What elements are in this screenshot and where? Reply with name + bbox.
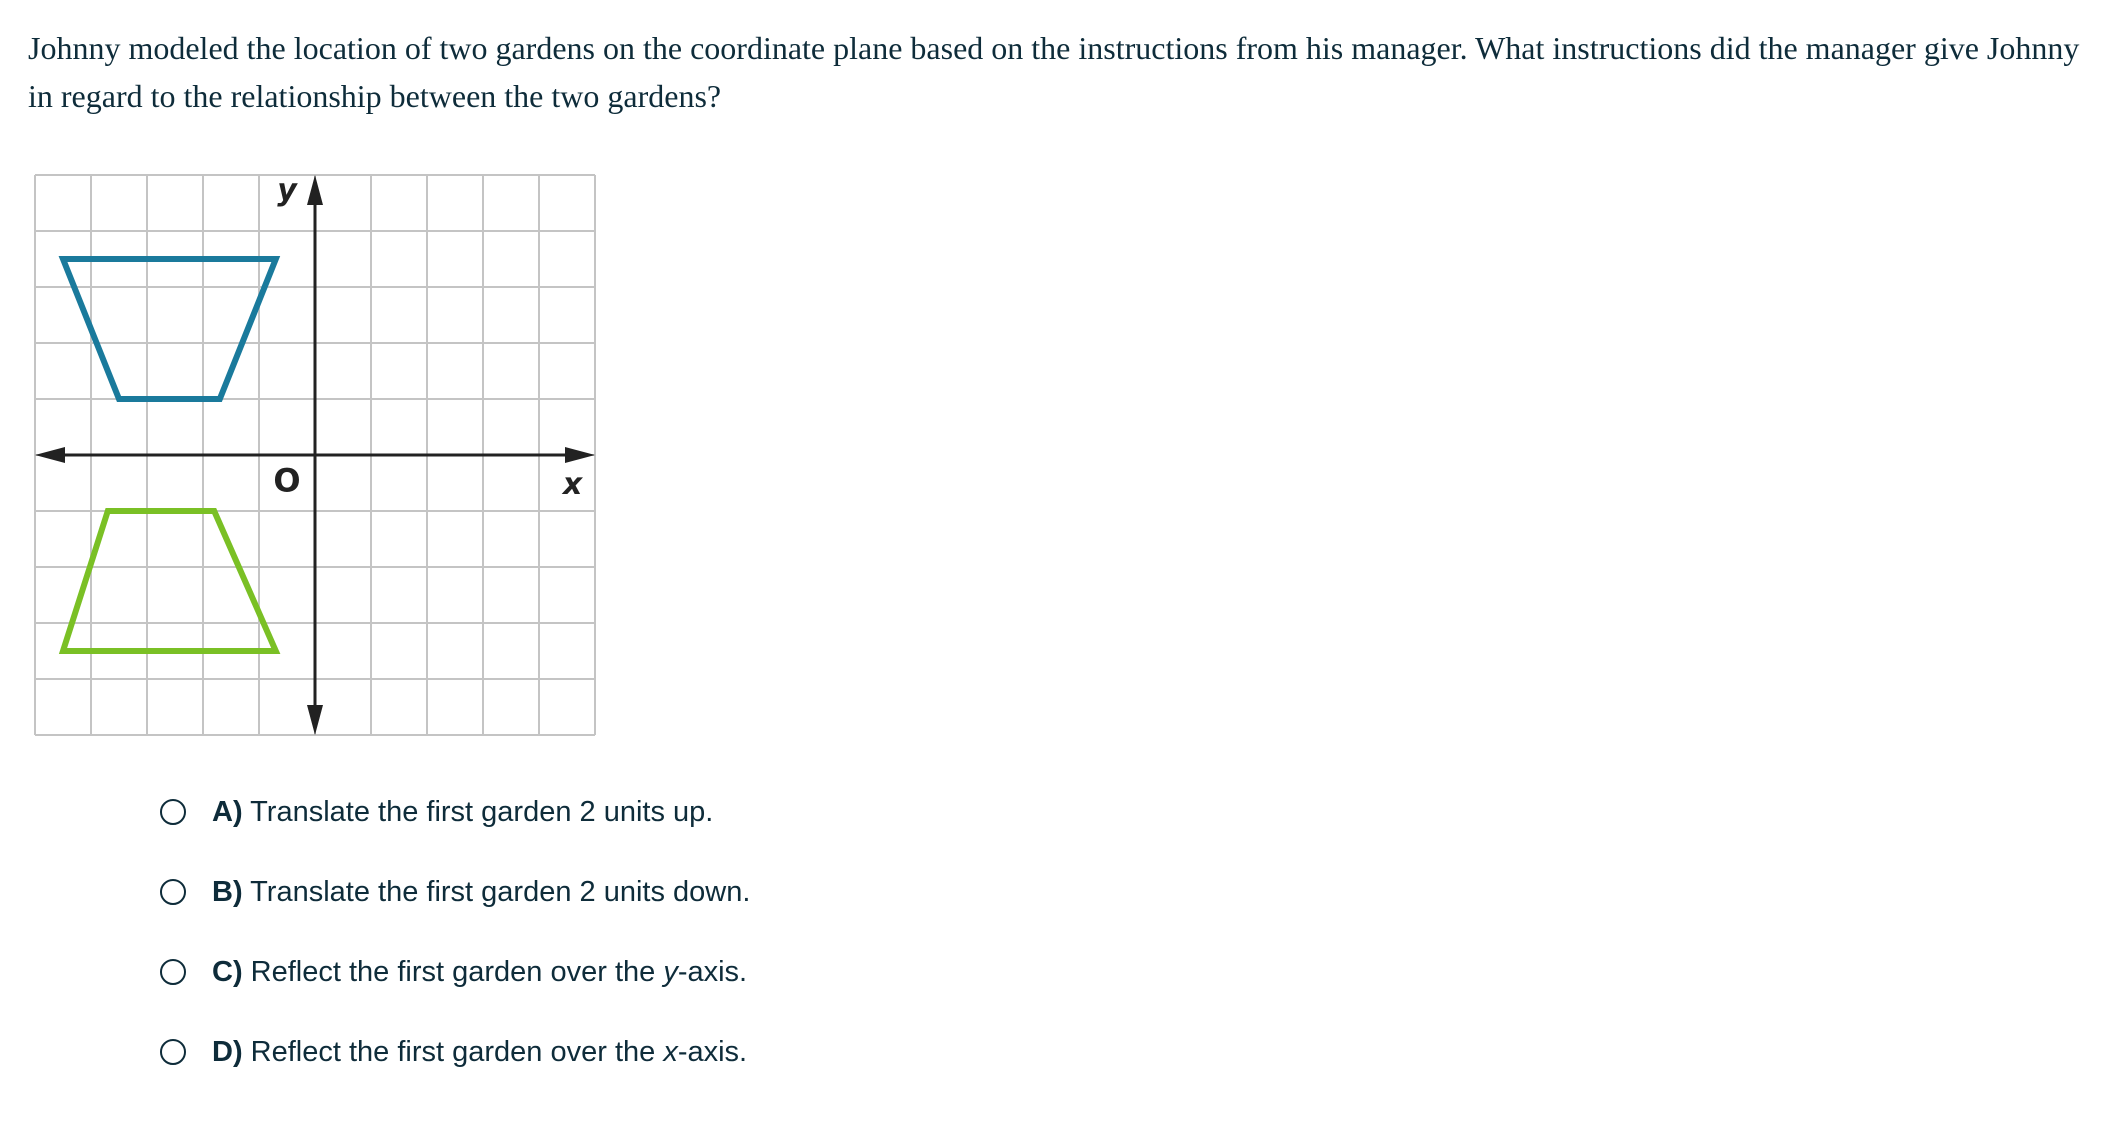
choice-text-pre: Translate the first garden 2 units down. (250, 875, 751, 908)
radio-button[interactable] (160, 799, 186, 825)
x-axis-arrow-left (35, 447, 65, 463)
radio-button[interactable] (160, 1039, 186, 1065)
y-axis-label: y (277, 173, 297, 209)
radio-button[interactable] (160, 959, 186, 985)
second-garden-trapezoid (63, 511, 276, 651)
choice-text-pre: Reflect the first garden over the (250, 955, 664, 988)
choice-text-pre: Reflect the first garden over the (250, 1035, 664, 1068)
radio-button[interactable] (160, 879, 186, 905)
choice-b[interactable] (160, 870, 1360, 914)
choice-label (212, 796, 713, 829)
choice-text-post: -axis. (677, 1035, 748, 1068)
x-axis-arrow-right (565, 447, 595, 463)
choice-text-post: -axis. (677, 955, 748, 988)
answer-choices (160, 790, 1360, 1110)
choice-label (212, 876, 750, 909)
choice-letter: A) (212, 795, 243, 828)
origin-label: O (273, 461, 301, 500)
coordinate-plane-svg (30, 170, 600, 740)
choice-text-pre: Translate the first garden 2 units up. (250, 795, 714, 828)
coordinate-plane (30, 170, 600, 740)
choice-letter: D) (212, 1035, 243, 1068)
choice-label (212, 956, 747, 989)
choice-letter: B) (212, 875, 243, 908)
choice-c[interactable] (160, 950, 1360, 994)
choice-a[interactable] (160, 790, 1360, 834)
y-axis-arrow-down (307, 705, 323, 735)
first-garden-trapezoid (63, 259, 276, 399)
question-text: Johnny modeled the location of two gardens on the coordinate plane based on the instructions from his manager. What instructions did the manager give Johnny in regard to the relationship between the two gardens? (28, 30, 2080, 114)
choice-d[interactable] (160, 1030, 1360, 1074)
choice-label (212, 1036, 747, 1069)
choice-letter: C) (212, 955, 243, 988)
x-axis-label: x (562, 467, 583, 503)
choice-variable: x (663, 1035, 678, 1068)
y-axis-arrow-up (307, 175, 323, 205)
choice-variable: y (663, 955, 678, 988)
